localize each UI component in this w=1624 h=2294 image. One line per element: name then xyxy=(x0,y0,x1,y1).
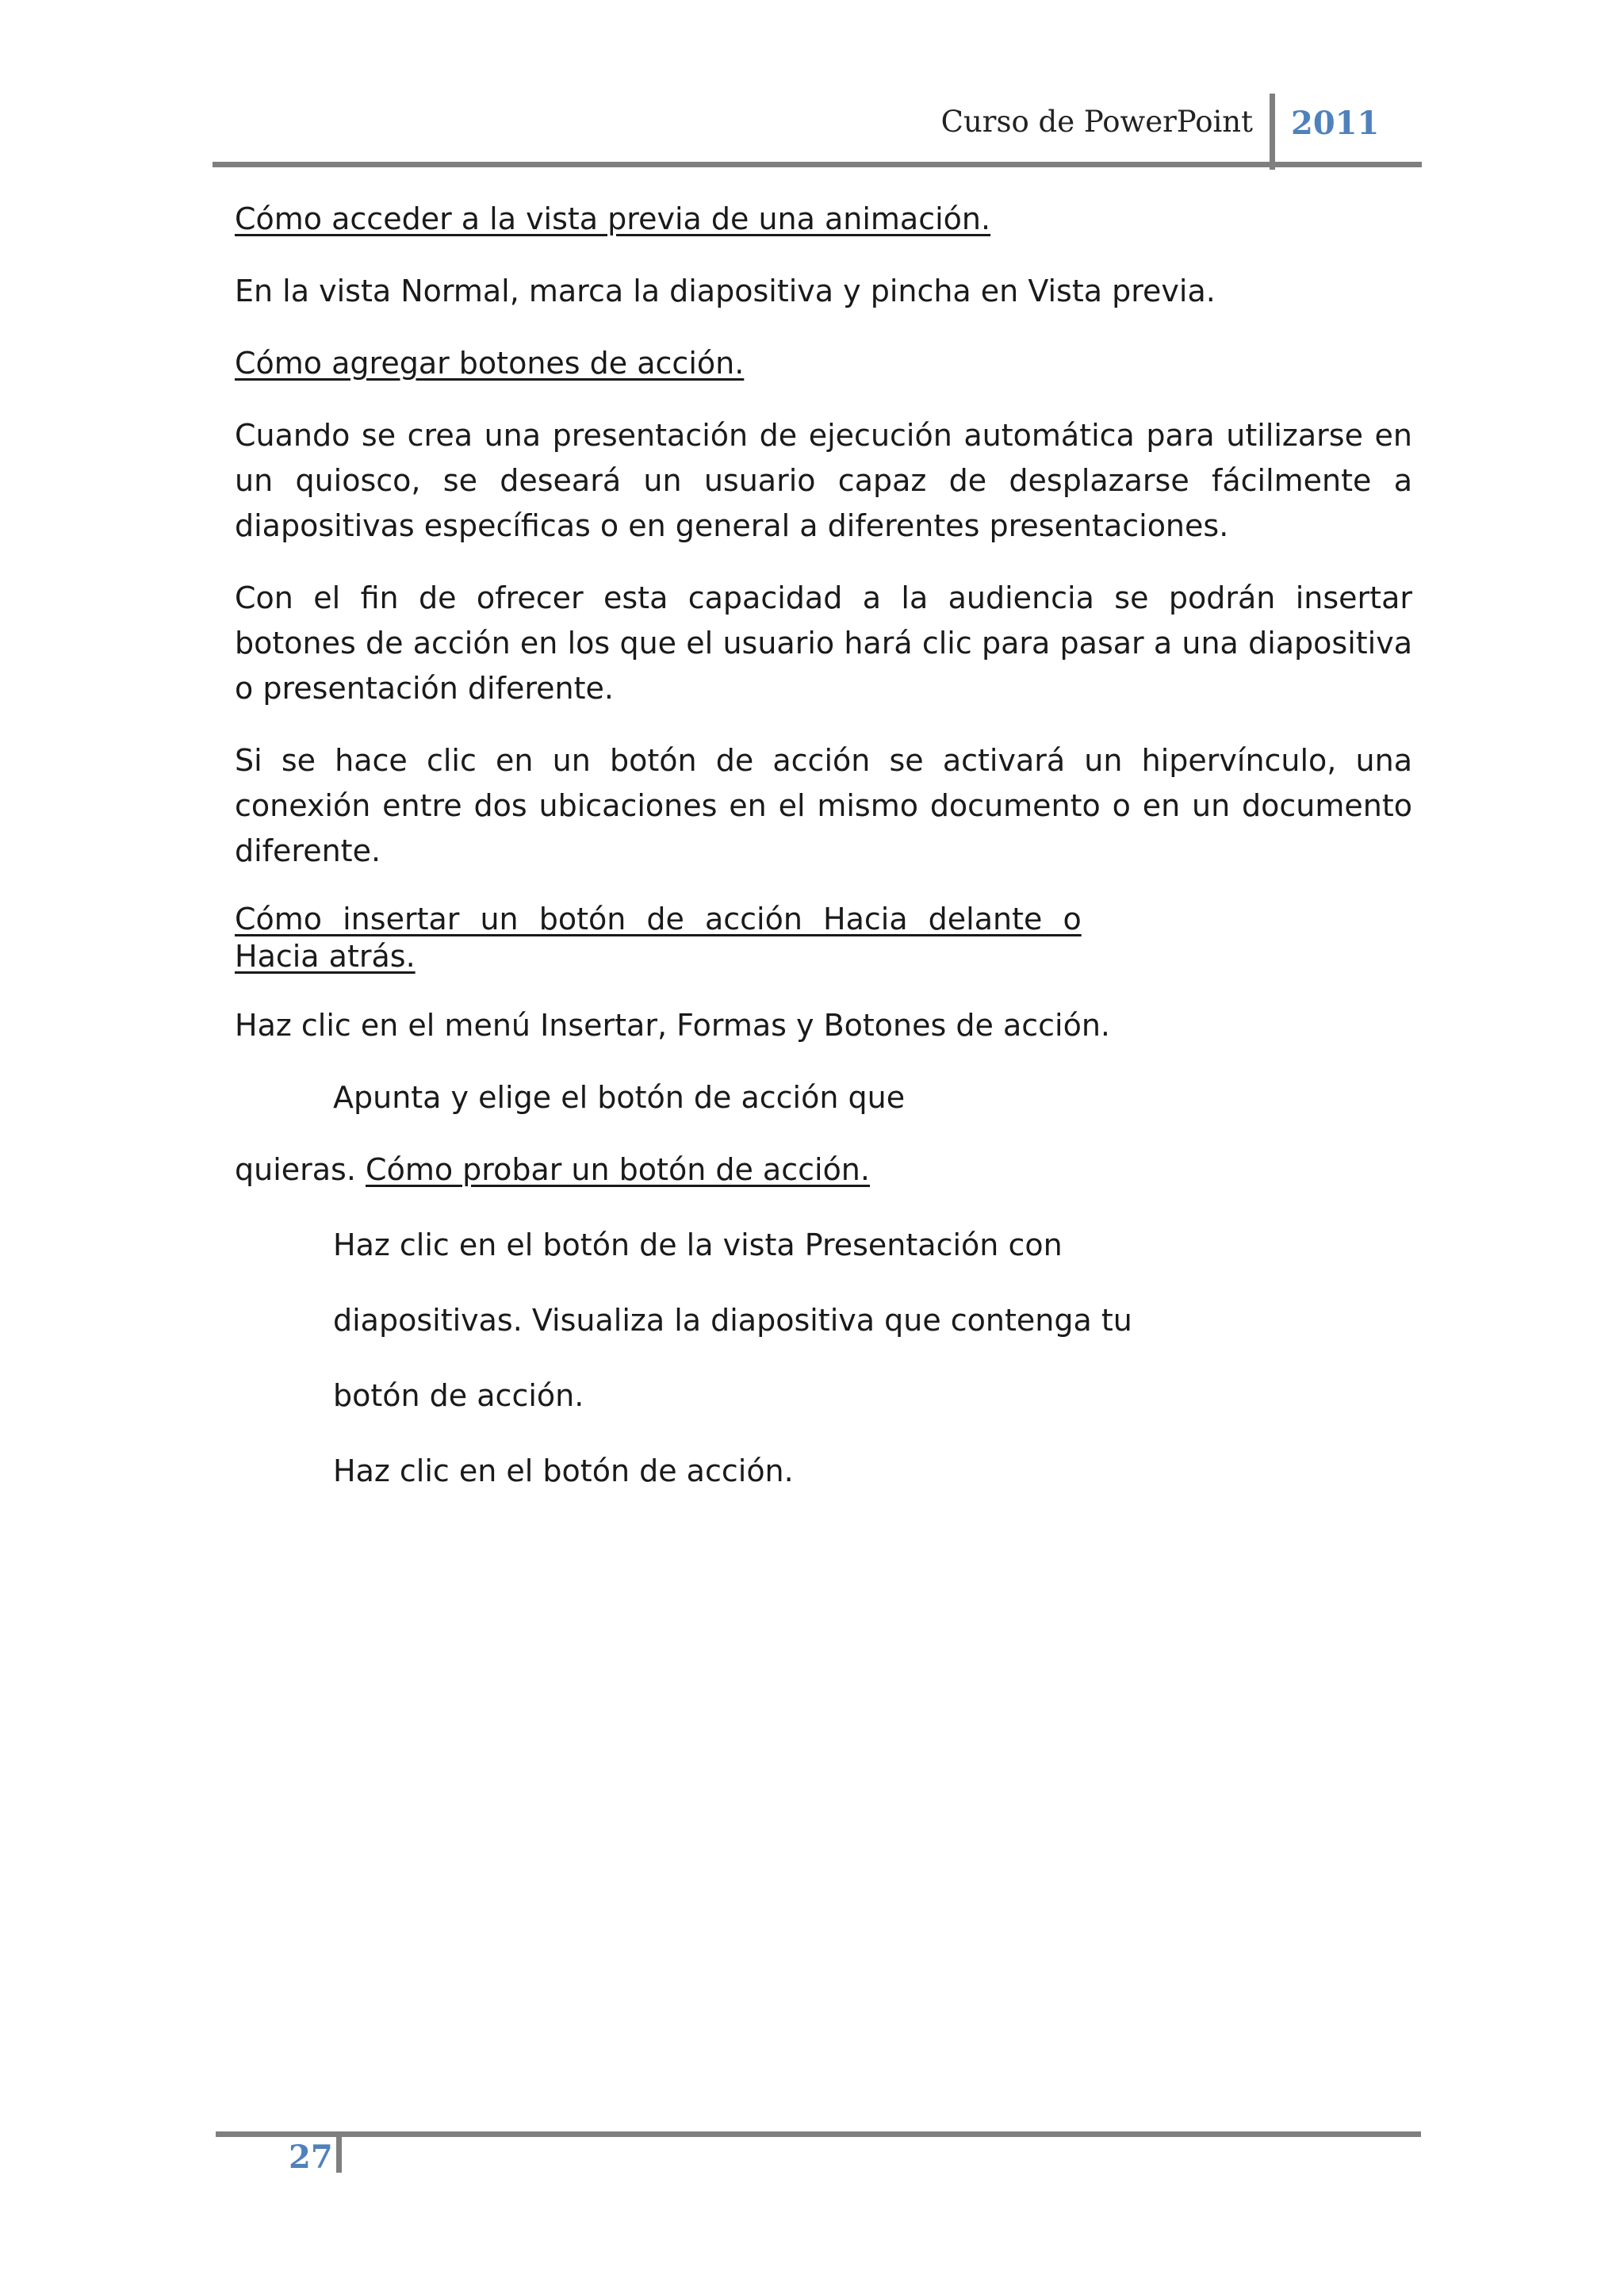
heading-preview-animation: Cómo acceder a la vista previa de una animación. xyxy=(235,201,991,236)
page-body xyxy=(235,197,1412,1494)
paragraph-insert-menu: Haz clic en el menú Insertar, Formas y Botones de acción. xyxy=(235,1008,1111,1043)
header-divider xyxy=(1270,94,1275,170)
heading-test-action-button: Cómo probar un botón de acción. xyxy=(366,1152,870,1187)
heading-insert-action-button xyxy=(235,901,1412,975)
paragraph-click-action-button: Haz clic en el botón de acción. xyxy=(333,1453,794,1488)
text-quieras: quieras. xyxy=(235,1152,356,1187)
heading-add-action-buttons: Cómo agregar botones de acción. xyxy=(235,346,745,381)
header-year: 2011 xyxy=(1291,105,1380,142)
page-header xyxy=(213,94,1422,170)
paragraph-test-button-line xyxy=(235,1147,1412,1193)
paragraph-preview-instructions: En la vista Normal, marca la diapositiva y pincha en Vista previa. xyxy=(235,274,1216,308)
heading-insert-line1: Cómo insertar un botón de acción Hacia delante o xyxy=(235,902,1082,936)
paragraph-choose-button: Apunta y elige el botón de acción que xyxy=(333,1080,906,1115)
paragraph-audience: Con el fin de ofrecer esta capacidad a la audiencia se podrán insertar botones de acción en los que el usuario hará clic para pasar a una diapositiva o presentación diferente. xyxy=(235,580,1412,706)
paragraph-kiosk: Cuando se crea una presentación de ejecución automática para utilizarse en un quiosco, se deseará un usuario capaz de desplazarse fácilmente a diapositivas específicas o en general a diferentes presentaciones. xyxy=(235,418,1412,543)
heading-insert-line2: Hacia atrás. xyxy=(235,939,416,974)
footer-divider xyxy=(336,2131,342,2173)
paragraph-click-view: Haz clic en el botón de la vista Presentación con xyxy=(333,1227,1063,1262)
footer-rule xyxy=(216,2131,1421,2137)
paragraph-hyperlink: Si se hace clic en un botón de acción se activará un hipervínculo, una conexión entre dos ubicaciones en el mismo documento o en un documento diferente. xyxy=(235,743,1412,868)
paragraph-view-slide: diapositivas. Visualiza la diapositiva que contenga tu xyxy=(333,1303,1132,1338)
paragraph-action-button: botón de acción. xyxy=(333,1378,584,1413)
header-rule xyxy=(213,162,1422,167)
page-number: 27 xyxy=(289,2139,333,2176)
header-title: Curso de PowerPoint xyxy=(940,105,1253,139)
